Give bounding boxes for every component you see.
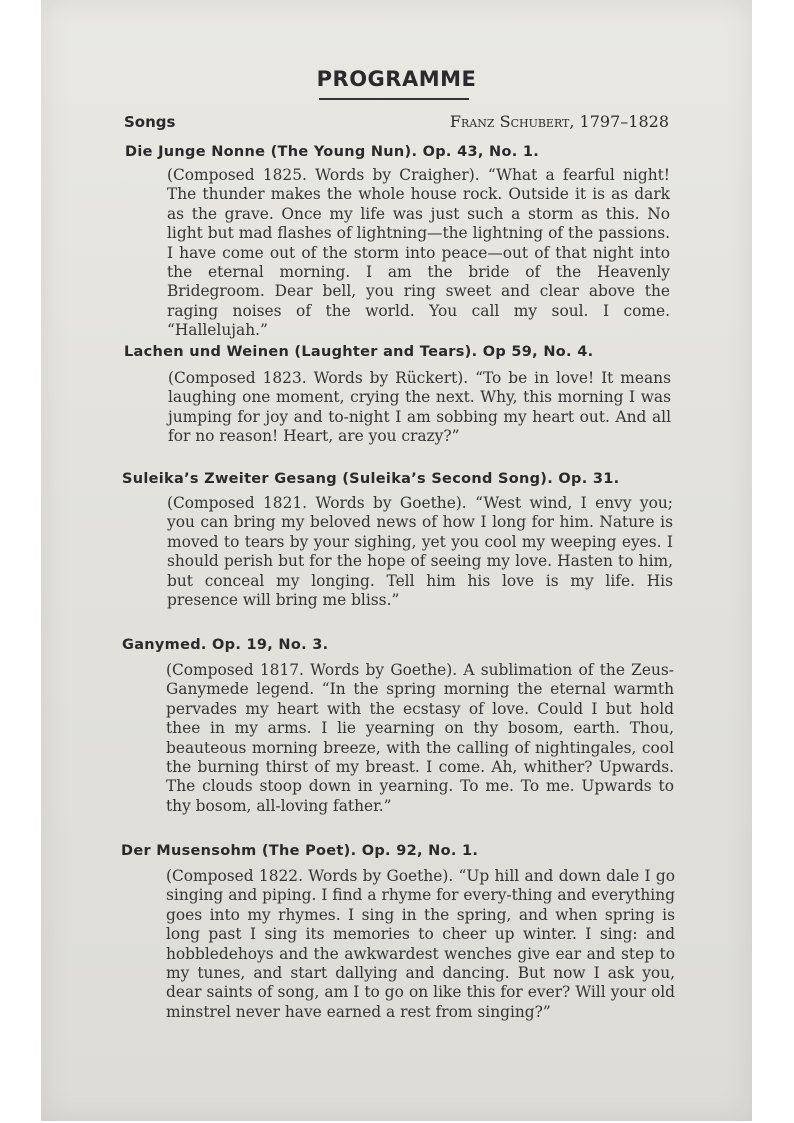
page-title: PROGRAMME [316, 67, 477, 91]
composer-credit: Franz Schubert, 1797–1828 [449, 112, 669, 131]
section-label: Songs [124, 113, 176, 131]
song-description: (Composed 1825. Words by Craigher). “What a fearful night! The thunder makes the whole house rock. Outside it is as dark as the grave. Once my life was just such a storm as this. No light but mad flashes of lightning—the lightning of the passions. I have come out of the storm into peace—out of that night into the eternal morning. I am the bride of the Heavenly Bridegroom. Dear bell, you ring sweet and clear above the raging noises of the world. You call my soul. I come. “Hallelujah.” [167, 166, 670, 340]
song-description: (Composed 1823. Words by Rückert). “To be in love! It means laughing one moment, crying the next. Why, this morning I was jumping for joy and to-night I am sobbing my heart out. And all for no reason! Heart, are you crazy?” [168, 369, 671, 446]
song-title: Suleika’s Zweiter Gesang (Suleika’s Second Song). Op. 31. [122, 471, 620, 487]
song-description: (Composed 1817. Words by Goethe). A sublimation of the Zeus-Ganymede legend. “In the spring morning the eternal warmth pervades my heart with the ecstasy of love. Could I but hold thee in my arms. I lie yearning on thy bosom, earth. Thou, beauteous morning breeze, with the calling of nightingales, cool the burning thirst of my breast. I come. Ah, whither? Upwards. The clouds stoop down in yearning. To me. To me. Upwards to thy bosom, all-loving father.” [166, 661, 674, 815]
song-title: Ganymed. Op. 19, No. 3. [122, 637, 329, 653]
song-title: Lachen und Weinen (Laughter and Tears). Op 59, No. 4. [124, 344, 594, 360]
title-underline [319, 98, 469, 100]
section-header [124, 112, 669, 131]
song-title: Die Junge Nonne (The Young Nun). Op. 43, No. 1. [125, 144, 540, 160]
song-title: Der Musensohm (The Poet). Op. 92, No. 1. [121, 843, 479, 859]
song-description: (Composed 1821. Words by Goethe). “West wind, I envy you; you can bring my beloved news of how I long for him. Nature is moved to tears by your sighing, yet you cool my weeping eyes. I should perish but for the hope of seeing my love. Hasten to him, but conceal my longing. Tell him his love is my life. His presence will bring me bliss.” [167, 494, 673, 610]
song-description: (Composed 1822. Words by Goethe). “Up hill and down dale I go singing and piping. I find a rhyme for every-thing and everything goes into my rhymes. I sing in the spring, and when spring is long past I sing its memories to cheer up winter. I sing: and hobbledehoys and the awkwardest wenches give ear and step to my tunes, and start dallying and dancing. But now I ask you, dear saints of song, am I to go on like this for ever? Will your old minstrel never have earned a rest from singing?” [166, 867, 675, 1021]
programme-page [41, 0, 752, 1121]
